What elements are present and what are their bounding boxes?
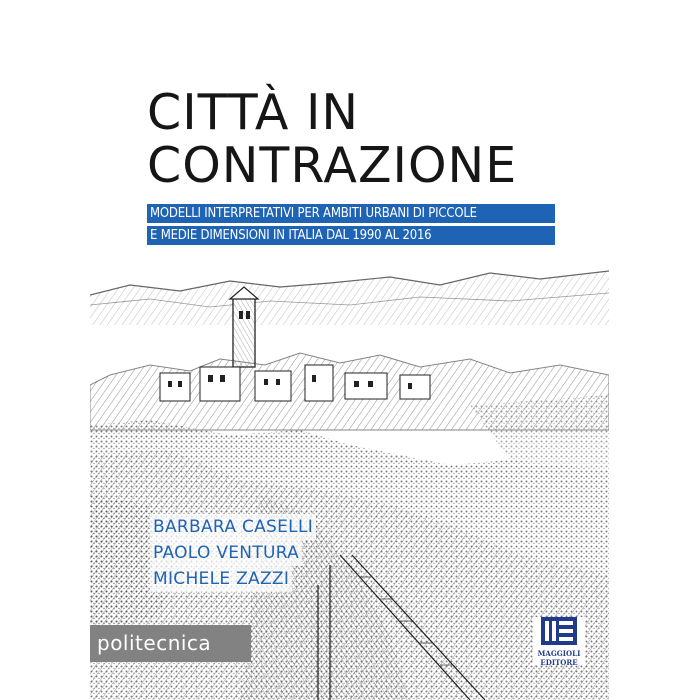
publisher-name-line-1: MAGGIOLI	[537, 649, 581, 658]
author-name: BARBARA CASELLI	[150, 514, 316, 540]
title-line-1: CITTÀ IN	[147, 84, 360, 141]
author-name: MICHELE ZAZZI	[150, 566, 292, 592]
book-cover	[90, 0, 609, 700]
subtitle-line-2: E MEDIE DIMENSIONI IN ITALIA DAL 1990 AL 2016	[147, 226, 555, 245]
subtitle-line-1: MODELLI INTERPRETATIVI PER AMBITI URBANI DI PICCOLE	[147, 204, 555, 223]
author-name: PAOLO VENTURA	[150, 540, 302, 566]
subtitle-block	[147, 204, 555, 248]
publisher-logo	[533, 617, 585, 665]
author-list	[150, 514, 316, 592]
title-line-2: CONTRAZIONE	[147, 137, 518, 194]
publisher-name-line-2: EDITORE	[540, 658, 578, 667]
book-title	[147, 86, 517, 192]
publisher-mark-icon	[541, 617, 577, 645]
series-label: politecnica	[90, 625, 251, 662]
